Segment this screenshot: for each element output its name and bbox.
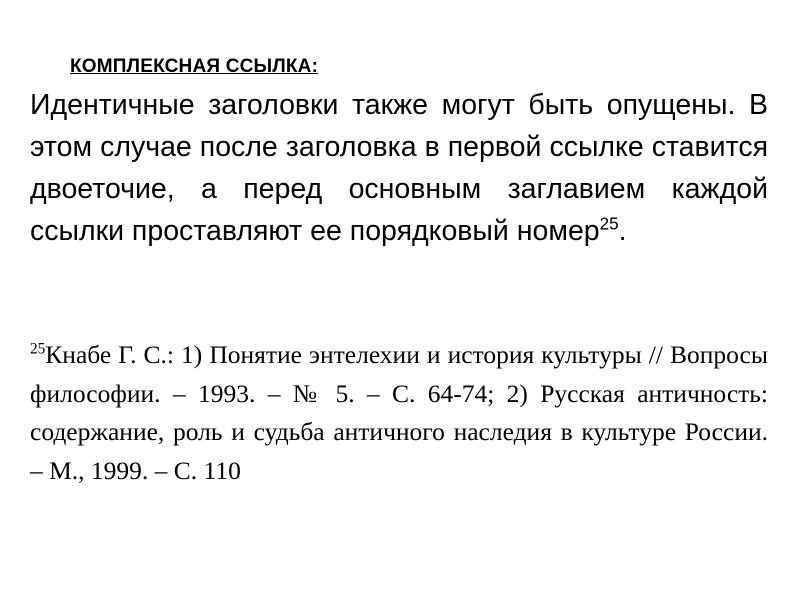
section-heading: КОМПЛЕКСНАЯ ССЫЛКА: (70, 56, 319, 77)
footnote-reference: 25 (599, 214, 619, 234)
body-paragraph (30, 84, 768, 252)
body-trailing: . (618, 215, 627, 247)
footnote-marker: 25 (30, 340, 46, 358)
footnote-text: Кнабе Г. С.: 1) Понятие энтелехии и история культуры // Вопросы философии. – 1993. – № 5. – С. 64-74; 2) Русская античность: содержание, роль и судьба античного наследия в культуре России. – М., 1999. – С. 110 (30, 340, 768, 485)
footnote (30, 336, 768, 490)
body-text: Идентичные заголовки также могут быть опущены. В этом случае после заголовка в первой ссылке ставится двоеточие, а перед основным заглавием каждой ссылки проставляют ее порядковый номер (30, 89, 768, 247)
